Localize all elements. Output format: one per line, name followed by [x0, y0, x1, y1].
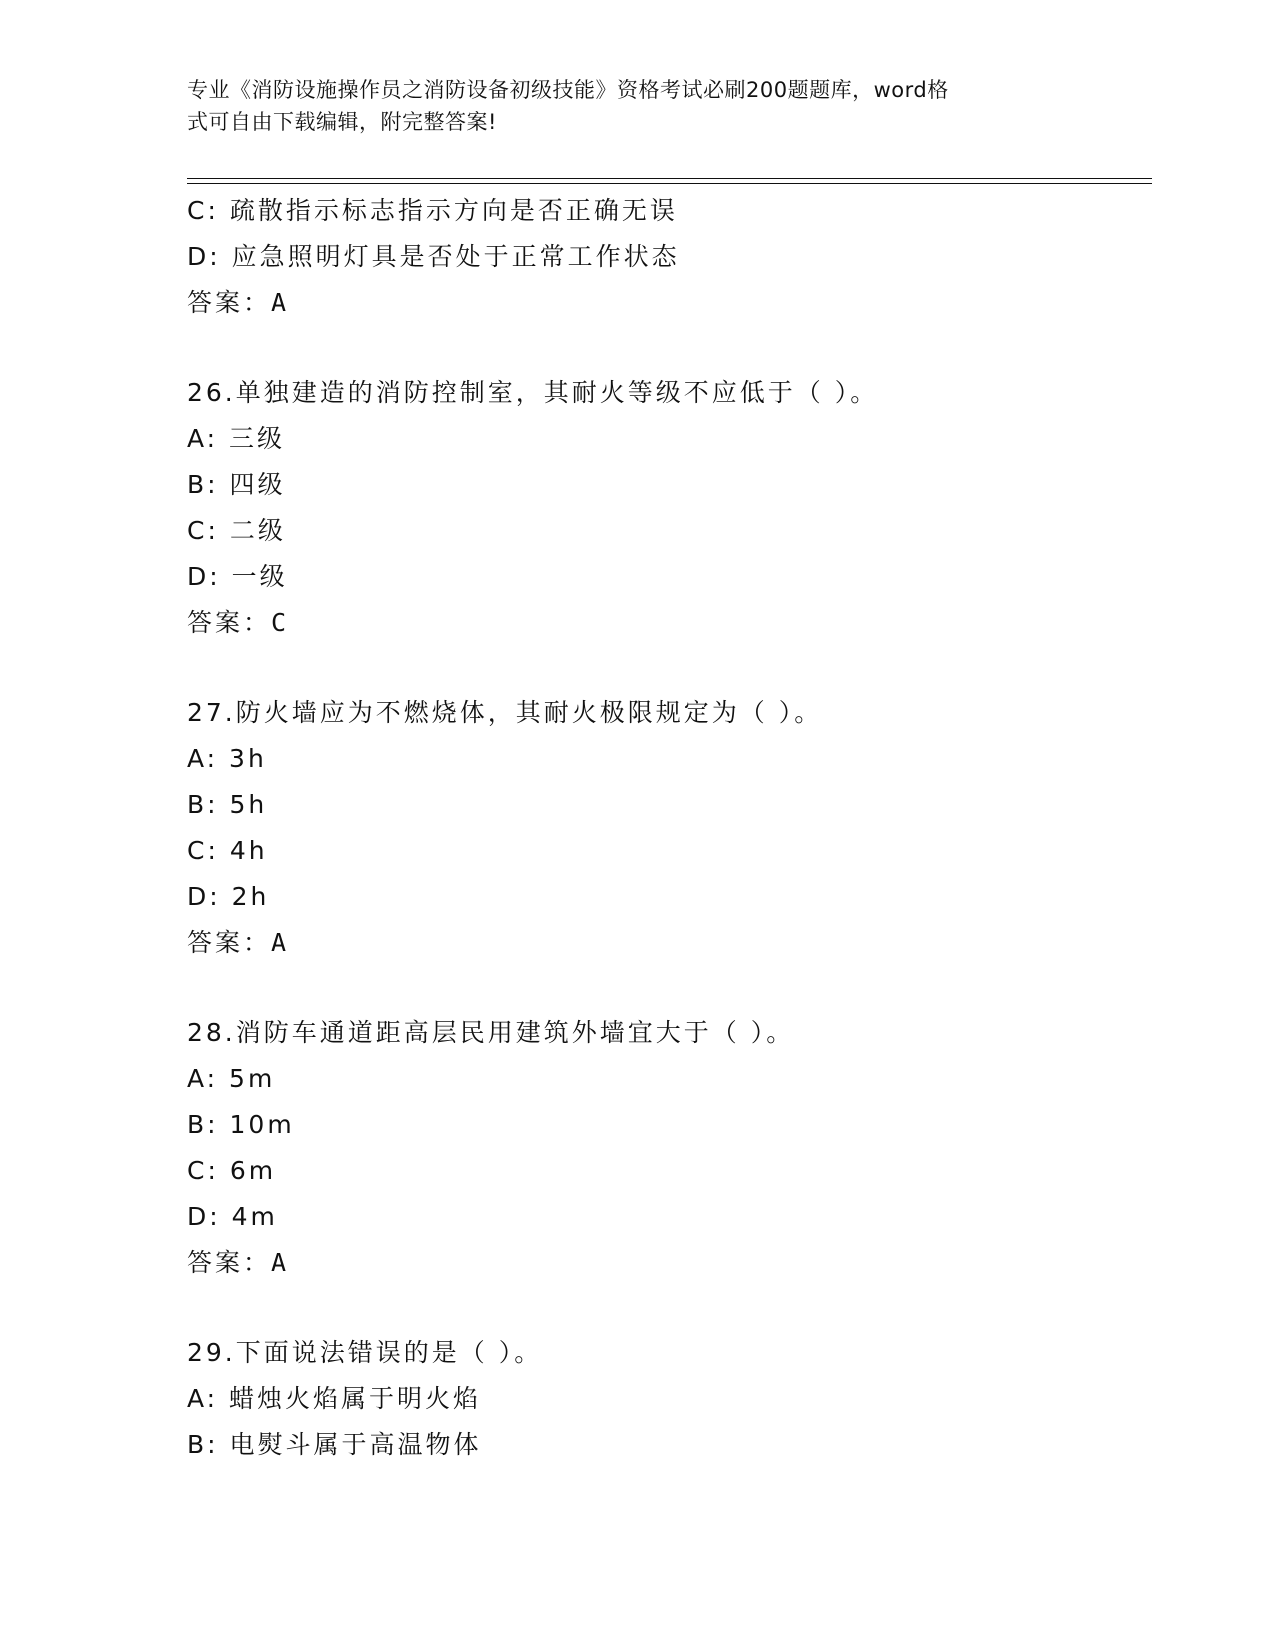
option-c: C: 4h — [187, 836, 268, 865]
option-d: D: 一级 — [187, 562, 288, 591]
option-c: C: 疏散指示标志指示方向是否正确无误 — [187, 196, 678, 225]
option-d: D: 4m — [187, 1202, 278, 1231]
question-list — [187, 188, 1147, 1468]
question-stem: 26.单独建造的消防控制室，其耐火等级不应低于（ ）。 — [187, 378, 879, 407]
option-a: A: 蜡烛火焰属于明火焰 — [187, 1384, 482, 1413]
header-divider-top — [187, 178, 1152, 179]
question-27 — [187, 690, 1147, 966]
option-b: B: 电熨斗属于高温物体 — [187, 1430, 482, 1459]
answer-label: 答案：A — [187, 288, 290, 317]
question-29 — [187, 1330, 1147, 1468]
document-header — [187, 74, 1087, 138]
option-d: D: 2h — [187, 882, 270, 911]
answer-label: 答案：C — [187, 608, 290, 637]
option-b: B: 四级 — [187, 470, 286, 499]
option-a: A: 三级 — [187, 424, 286, 453]
option-a: A: 3h — [187, 744, 267, 773]
option-a: A: 5m — [187, 1064, 276, 1093]
header-divider-bottom — [187, 183, 1152, 184]
question-stem: 27.防火墙应为不燃烧体，其耐火极限规定为（ ）。 — [187, 698, 823, 727]
question-stem: 29.下面说法错误的是（ ）。 — [187, 1338, 543, 1367]
answer-label: 答案：A — [187, 1248, 290, 1277]
question-28 — [187, 1010, 1147, 1286]
option-b: B: 10m — [187, 1110, 295, 1139]
option-d: D: 应急照明灯具是否处于正常工作状态 — [187, 242, 680, 271]
answer-label: 答案：A — [187, 928, 290, 957]
question-26 — [187, 370, 1147, 646]
option-c: C: 二级 — [187, 516, 286, 545]
option-b: B: 5h — [187, 790, 268, 819]
question-stem: 28.消防车通道距高层民用建筑外墙宜大于（ ）。 — [187, 1018, 795, 1047]
header-line-2: 式可自由下载编辑，附完整答案! — [187, 110, 497, 134]
header-line-1: 专业《消防设施操作员之消防设备初级技能》资格考试必刷200题题库，word格 — [187, 78, 949, 102]
question-25-continued — [187, 188, 1147, 326]
option-c: C: 6m — [187, 1156, 277, 1185]
